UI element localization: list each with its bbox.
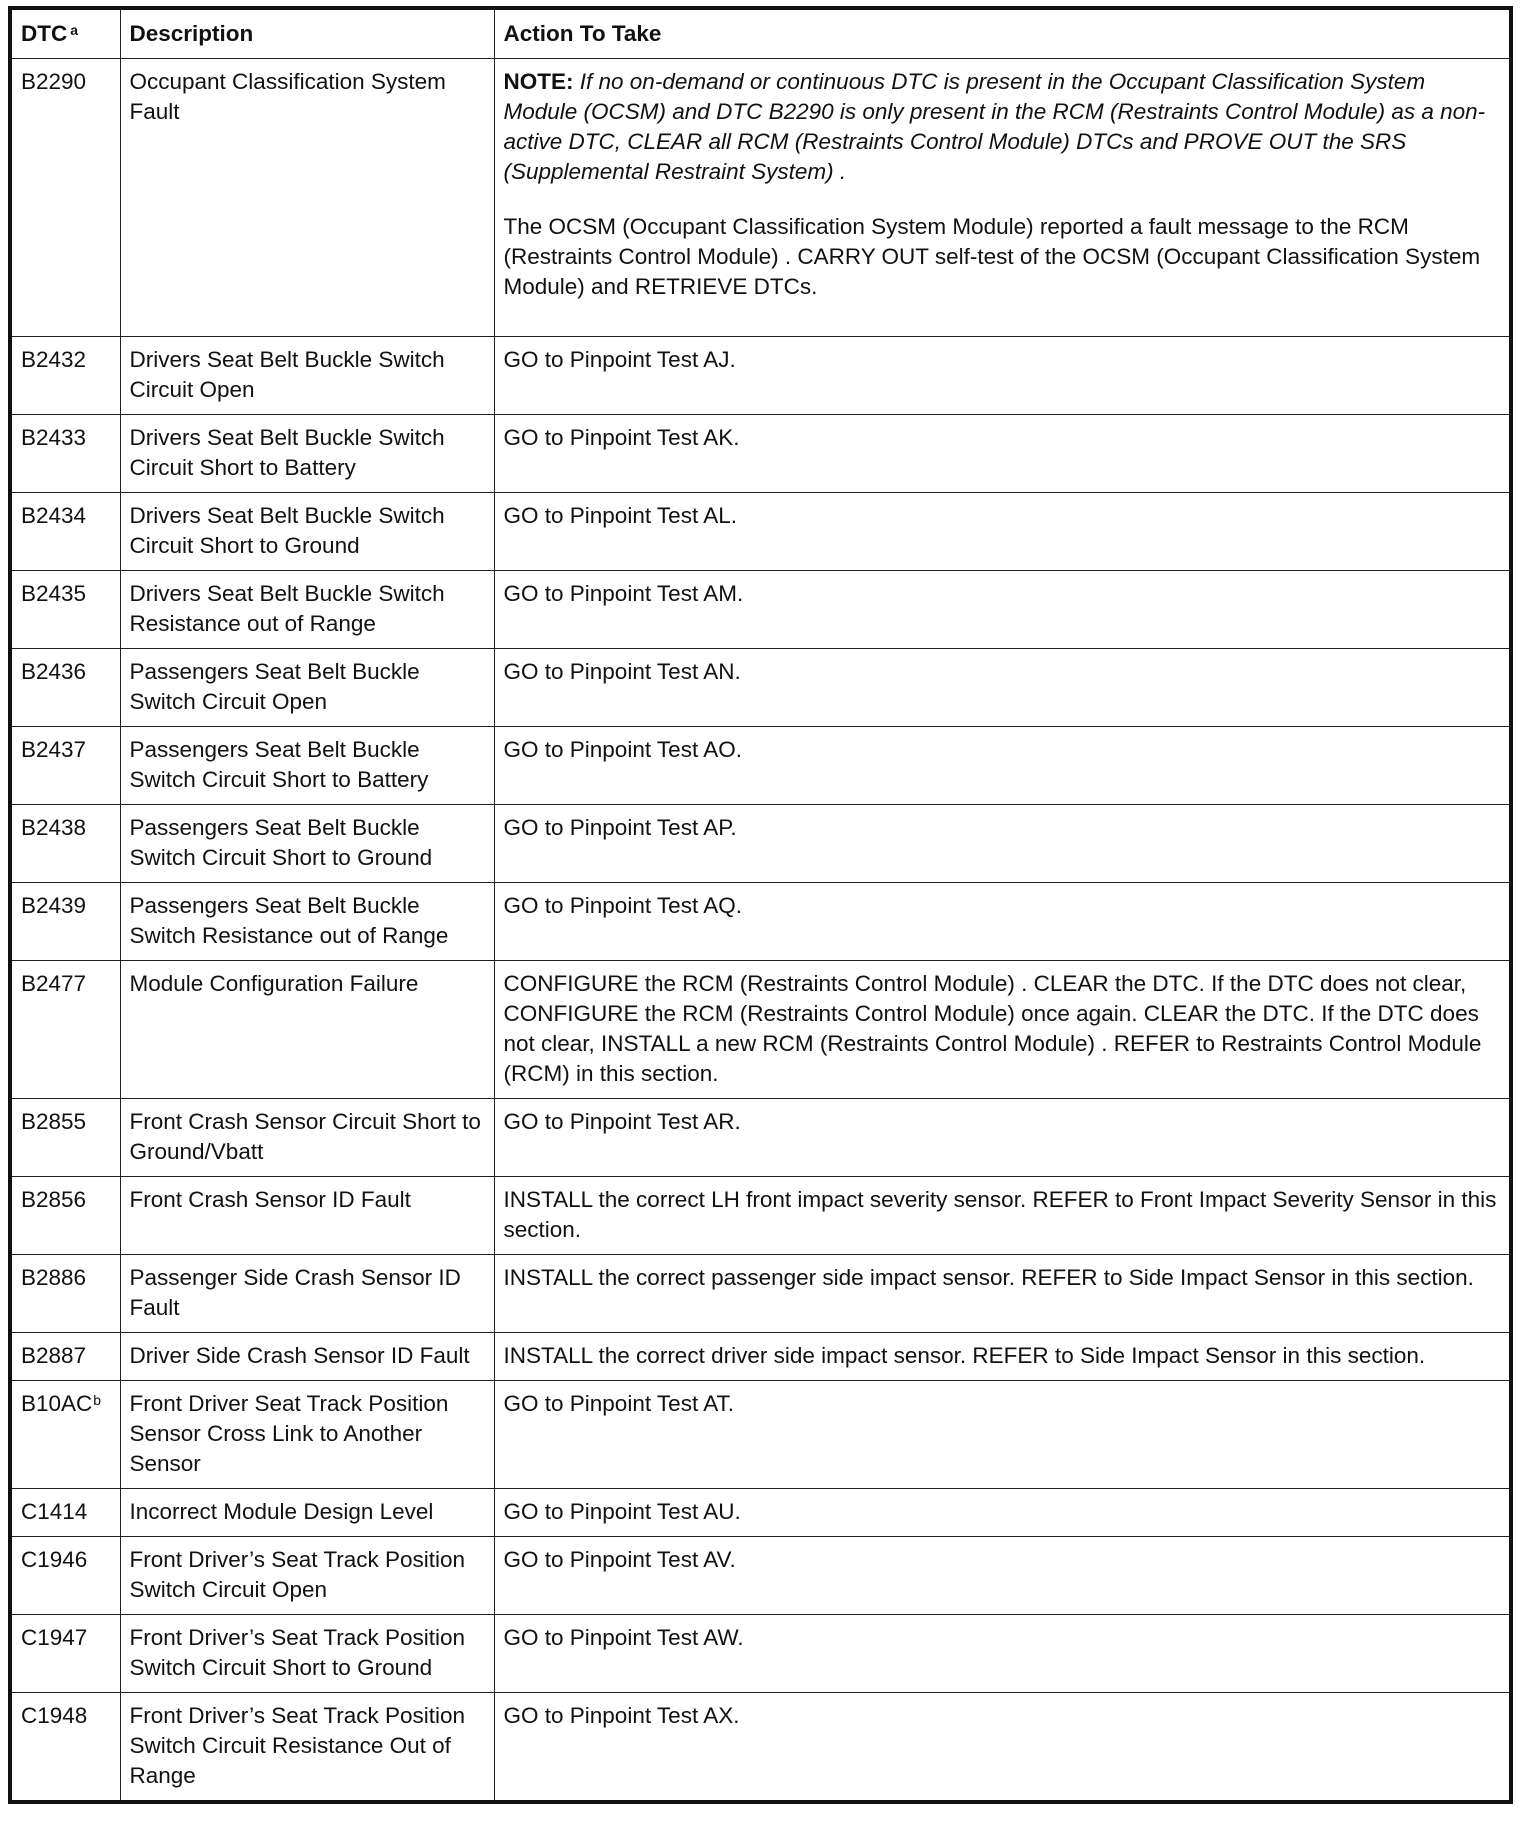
dtc-code: B2434 bbox=[21, 503, 87, 528]
table-row bbox=[10, 1333, 1511, 1381]
action-cell: GO to Pinpoint Test AM. bbox=[494, 571, 1511, 649]
description-cell: Module Configuration Failure bbox=[120, 961, 494, 1099]
dtc-code: B2439 bbox=[21, 893, 87, 918]
action-cell: GO to Pinpoint Test AK. bbox=[494, 415, 1511, 493]
dtc-code: B2855 bbox=[21, 1109, 87, 1134]
table-row bbox=[10, 1693, 1511, 1803]
table-row bbox=[10, 1177, 1511, 1255]
dtc-cell bbox=[10, 1615, 120, 1693]
dtc-cell bbox=[10, 1537, 120, 1615]
action-cell: GO to Pinpoint Test AR. bbox=[494, 1099, 1511, 1177]
action-cell: GO to Pinpoint Test AP. bbox=[494, 805, 1511, 883]
description-cell: Front Driver’s Seat Track Position Switch Circuit Resistance Out of Range bbox=[120, 1693, 494, 1803]
dtc-cell bbox=[10, 337, 120, 415]
table-row bbox=[10, 1537, 1511, 1615]
action-cell: GO to Pinpoint Test AW. bbox=[494, 1615, 1511, 1693]
description-cell: Passengers Seat Belt Buckle Switch Resistance out of Range bbox=[120, 883, 494, 961]
table-row bbox=[10, 649, 1511, 727]
action-cell bbox=[494, 59, 1511, 337]
dtc-code: B2856 bbox=[21, 1187, 87, 1212]
action-cell: GO to Pinpoint Test AQ. bbox=[494, 883, 1511, 961]
dtc-code: B10AC bbox=[21, 1391, 93, 1416]
header-dtc bbox=[10, 8, 120, 59]
description-cell: Front Crash Sensor Circuit Short to Ground/Vbatt bbox=[120, 1099, 494, 1177]
table-row bbox=[10, 961, 1511, 1099]
table-row bbox=[10, 493, 1511, 571]
description-cell: Front Driver’s Seat Track Position Switch Circuit Open bbox=[120, 1537, 494, 1615]
table-row bbox=[10, 883, 1511, 961]
action-cell: INSTALL the correct LH front impact severity sensor. REFER to Front Impact Severity Sensor in this section. bbox=[494, 1177, 1511, 1255]
table-row bbox=[10, 727, 1511, 805]
dtc-table bbox=[8, 6, 1513, 1804]
header-action: Action To Take bbox=[494, 8, 1511, 59]
dtc-code: B2887 bbox=[21, 1343, 87, 1368]
dtc-cell: B2290 bbox=[10, 59, 120, 337]
action-cell: GO to Pinpoint Test AJ. bbox=[494, 337, 1511, 415]
dtc-cell bbox=[10, 1489, 120, 1537]
description-cell: Drivers Seat Belt Buckle Switch Circuit Short to Battery bbox=[120, 415, 494, 493]
description-cell: Passengers Seat Belt Buckle Switch Circuit Short to Ground bbox=[120, 805, 494, 883]
dtc-code: B2477 bbox=[21, 971, 87, 996]
description-cell: Passenger Side Crash Sensor ID Fault bbox=[120, 1255, 494, 1333]
action-text: The OCSM (Occupant Classification System Module) reported a fault message to the RCM (Restraints Control Module) . CARRY OUT self-test of the OCSM (Occupant Classification System Module) and RETRIEVE DTCs. bbox=[503, 214, 1481, 299]
note-label: NOTE: bbox=[503, 69, 574, 94]
dtc-cell bbox=[10, 649, 120, 727]
footnote-marker: b bbox=[93, 1392, 102, 1408]
dtc-code: C1948 bbox=[21, 1703, 88, 1728]
table-row bbox=[10, 415, 1511, 493]
table-row bbox=[10, 59, 1511, 337]
table-row bbox=[10, 1489, 1511, 1537]
table-row bbox=[10, 1381, 1511, 1489]
dtc-cell bbox=[10, 1333, 120, 1381]
dtc-code: C1946 bbox=[21, 1547, 88, 1572]
action-cell: GO to Pinpoint Test AN. bbox=[494, 649, 1511, 727]
description-cell: Drivers Seat Belt Buckle Switch Resistance out of Range bbox=[120, 571, 494, 649]
action-cell: GO to Pinpoint Test AT. bbox=[494, 1381, 1511, 1489]
dtc-code: B2435 bbox=[21, 581, 87, 606]
dtc-cell bbox=[10, 1693, 120, 1803]
description-cell: Drivers Seat Belt Buckle Switch Circuit Open bbox=[120, 337, 494, 415]
dtc-code: B2436 bbox=[21, 659, 87, 684]
footnote-marker: a bbox=[70, 22, 79, 38]
description-cell: Driver Side Crash Sensor ID Fault bbox=[120, 1333, 494, 1381]
dtc-cell bbox=[10, 883, 120, 961]
dtc-code: B2438 bbox=[21, 815, 87, 840]
table-row bbox=[10, 1255, 1511, 1333]
description-cell: Front Crash Sensor ID Fault bbox=[120, 1177, 494, 1255]
description-cell: Front Driver’s Seat Track Position Switch Circuit Short to Ground bbox=[120, 1615, 494, 1693]
note-text: If no on-demand or continuous DTC is present in the Occupant Classification System Module (OCSM) and DTC B2290 is only present in the RCM (Restraints Control Module) as a non-active DTC, CLEAR all RCM (Restraints Control Module) DTCs and PROVE OUT the SRS (Supplemental Restraint System) . bbox=[503, 69, 1486, 184]
dtc-code: B2433 bbox=[21, 425, 87, 450]
description-cell: Incorrect Module Design Level bbox=[120, 1489, 494, 1537]
action-cell: GO to Pinpoint Test AU. bbox=[494, 1489, 1511, 1537]
action-cell: GO to Pinpoint Test AO. bbox=[494, 727, 1511, 805]
dtc-cell bbox=[10, 493, 120, 571]
header-row bbox=[10, 8, 1511, 59]
table-row bbox=[10, 1099, 1511, 1177]
description-cell: Drivers Seat Belt Buckle Switch Circuit Short to Ground bbox=[120, 493, 494, 571]
description-cell: Occupant Classification System Fault bbox=[120, 59, 494, 337]
dtc-cell bbox=[10, 1099, 120, 1177]
action-cell: GO to Pinpoint Test AL. bbox=[494, 493, 1511, 571]
table-row bbox=[10, 337, 1511, 415]
dtc-cell bbox=[10, 1255, 120, 1333]
dtc-code: B2437 bbox=[21, 737, 87, 762]
description-cell: Front Driver Seat Track Position Sensor Cross Link to Another Sensor bbox=[120, 1381, 494, 1489]
description-cell: Passengers Seat Belt Buckle Switch Circuit Short to Battery bbox=[120, 727, 494, 805]
action-cell: INSTALL the correct driver side impact sensor. REFER to Side Impact Sensor in this section. bbox=[494, 1333, 1511, 1381]
table-row bbox=[10, 571, 1511, 649]
action-cell: GO to Pinpoint Test AV. bbox=[494, 1537, 1511, 1615]
dtc-code: C1414 bbox=[21, 1499, 88, 1524]
table-row bbox=[10, 1615, 1511, 1693]
dtc-cell bbox=[10, 1177, 120, 1255]
description-cell: Passengers Seat Belt Buckle Switch Circuit Open bbox=[120, 649, 494, 727]
dtc-cell bbox=[10, 571, 120, 649]
dtc-code: C1947 bbox=[21, 1625, 88, 1650]
action-cell: CONFIGURE the RCM (Restraints Control Module) . CLEAR the DTC. If the DTC does not clear, CONFIGURE the RCM (Restraints Control Module) once again. CLEAR the DTC. If the DTC does not clear, INSTALL a new RCM (Restraints Control Module) . REFER to Restraints Control Module (RCM) in this section. bbox=[494, 961, 1511, 1099]
header-dtc-label: DTC bbox=[21, 21, 68, 46]
dtc-cell bbox=[10, 1381, 120, 1489]
dtc-cell bbox=[10, 727, 120, 805]
dtc-cell bbox=[10, 805, 120, 883]
table-row bbox=[10, 805, 1511, 883]
dtc-cell bbox=[10, 961, 120, 1099]
action-cell: GO to Pinpoint Test AX. bbox=[494, 1693, 1511, 1803]
header-description: Description bbox=[120, 8, 494, 59]
action-cell: INSTALL the correct passenger side impact sensor. REFER to Side Impact Sensor in this section. bbox=[494, 1255, 1511, 1333]
dtc-cell bbox=[10, 415, 120, 493]
dtc-code: B2432 bbox=[21, 347, 87, 372]
dtc-code: B2886 bbox=[21, 1265, 87, 1290]
